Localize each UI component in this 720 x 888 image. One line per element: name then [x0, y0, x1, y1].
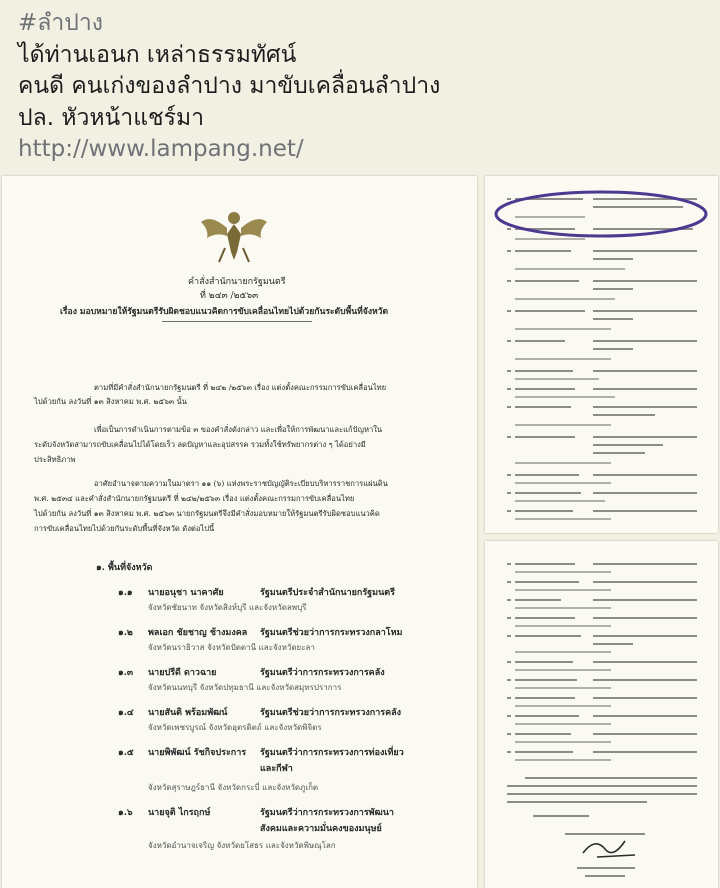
paragraph-3-line-1: อาศัยอำนาจตามความในมาตรา ๑๑ (๖) แห่งพระราชบัญญัติระเบียบบริหารราชการแผ่นดิน: [94, 479, 388, 488]
entry-role-continued: และกีฬา: [260, 764, 293, 774]
entry-name: พลเอก ชัยชาญ ช้างมงคล: [148, 628, 248, 638]
paragraph-3-line-3: ไปด้วยกัน ลงวันที่ ๑๓ สิงหาคม พ.ศ. ๒๕๖๓ นายกรัฐมนตรีจึงมีคำสั่งมอบหมายให้รัฐมนตรีรับผิดชอบแนวคิด: [34, 509, 380, 518]
entry-number: ๑.๔: [118, 708, 134, 718]
paragraph-3-line-2: พ.ศ. ๒๕๓๔ และคำสั่งสำนักนายกรัฐมนตรี ที่ ๒๔๒/๒๕๖๓ เรื่อง แต่งตั้งคณะกรรมการขับเคลื่อนไทย: [34, 494, 355, 503]
caption-line-2: คนดี คนเก่งของลำปาง มาขับเคลื่อนลำปาง: [18, 73, 441, 99]
paragraph-2-line-1: เพื่อเป็นการดำเนินการตามข้อ ๓ ของคำสั่งดังกล่าว และเพื่อให้การพัฒนาและแก้ปัญหาใน: [94, 425, 383, 434]
signature-icon: [583, 841, 635, 857]
entry-provinces: จังหวัดชัยนาท จังหวัดสิงห์บุรี และจังหวัดลพบุรี: [148, 603, 307, 612]
paragraph-1-line-1: ตามที่มีคำสั่งสำนักนายกรัฐมนตรี ที่ ๒๔๒ /๒๕๖๓ เรื่อง แต่งตั้งคณะกรรมการขับเคลื่อนไทย: [94, 383, 387, 392]
entry-name: นายสันติ พร้อมพัฒน์: [148, 708, 228, 718]
document-page-1[interactable]: [2, 176, 477, 888]
order-number: ที่ ๒๔๓ /๒๕๖๓: [200, 291, 259, 301]
subject-divider: [162, 321, 312, 322]
entry-name: นายอนุชา นาคาศัย: [148, 588, 224, 598]
garuda-emblem-icon: [199, 204, 269, 264]
order-heading: คำสั่งสำนักนายกรัฐมนตรี: [188, 277, 286, 287]
entry-role: รัฐมนตรีช่วยว่าการกระทรวงการคลัง: [260, 708, 402, 718]
paragraph-1-line-2: ไปด้วยกัน ลงวันที่ ๑๓ สิงหาคม พ.ศ. ๒๕๖๓ นั้น: [34, 397, 187, 406]
paragraph-2-line-3: ประสิทธิภาพ: [34, 455, 76, 464]
page-2-thumbnail-content: [485, 176, 718, 533]
entry-number: ๑.๖: [118, 808, 133, 818]
entry-number: ๑.๕: [118, 748, 134, 758]
entry-role: รัฐมนตรีประจำสำนักนายกรัฐมนตรี: [260, 588, 395, 598]
section-heading: ๑. พื้นที่จังหวัด: [96, 563, 153, 573]
entry-name: นายพิพัฒน์ รัชกิจประการ: [148, 748, 247, 758]
entry-role: รัฐมนตรีว่าการกระทรวงการท่องเที่ยว: [260, 748, 404, 758]
entry-role: รัฐมนตรีว่าการกระทรวงการคลัง: [260, 668, 385, 678]
caption-line-3: ปล. หัวหน้าแชร์มา: [18, 104, 205, 131]
entry-name: นายจุติ ไกรฤกษ์: [148, 808, 211, 818]
entry-provinces: จังหวัดเพชรบูรณ์ จังหวัดอุตรดิตถ์ และจังหวัดพิจิตร: [148, 723, 322, 732]
order-subject: เรื่อง มอบหมายให้รัฐมนตรีรับผิดชอบแนวคิดการขับเคลื่อนไทยไปด้วยกันระดับพื้นที่จังหวัด: [60, 307, 389, 317]
document-page-2-thumbnail[interactable]: [485, 176, 718, 533]
website-link[interactable]: http://www.lampang.net/: [18, 136, 304, 162]
paragraph-3-line-4: การขับเคลื่อนไทยไปด้วยกันระดับพื้นที่จังหวัด ดังต่อไปนี้: [34, 524, 215, 533]
entry-role: รัฐมนตรีว่าการกระทรวงการพัฒนา: [260, 808, 394, 818]
entry-number: ๑.๓: [118, 668, 133, 678]
caption-line-1: ได้ท่านเอนก เหล่าธรรมทัศน์: [18, 41, 297, 68]
entry-provinces: จังหวัดสุราษฎร์ธานี จังหวัดกระบี่ และจังหวัดภูเก็ต: [148, 783, 319, 792]
entry-role: รัฐมนตรีช่วยว่าการกระทรวงกลาโหม: [260, 628, 403, 638]
entry-provinces: จังหวัดนนทบุรี จังหวัดปทุมธานี และจังหวัดสมุทรปราการ: [148, 683, 342, 692]
entry-name: นายปรีดี ดาวฉาย: [148, 668, 217, 678]
entry-number: ๑.๑: [118, 588, 133, 598]
page-3-thumbnail-content: [485, 541, 718, 888]
paragraph-2-line-2: ระดับจังหวัดสามารถขับเคลื่อนไปได้โดยเร็ว ลดปัญหาและอุปสรรค รวมทั้งใช้ทรัพยากรต่าง ๆ ได้อย่างมี: [34, 440, 366, 449]
entry-role-continued: สังคมและความมั่นคงของมนุษย์: [260, 824, 382, 834]
document-page-3-thumbnail[interactable]: [485, 541, 718, 888]
entry-provinces: จังหวัดอำนาจเจริญ จังหวัดยโสธร และจังหวัดพิษณุโลก: [148, 841, 336, 850]
post-caption: [18, 8, 708, 166]
hashtag-link[interactable]: #ลำปาง: [18, 10, 104, 36]
entry-number: ๑.๒: [118, 628, 133, 638]
entry-provinces: จังหวัดนราธิวาส จังหวัดปัตตานี และจังหวัดยะลา: [148, 643, 315, 652]
